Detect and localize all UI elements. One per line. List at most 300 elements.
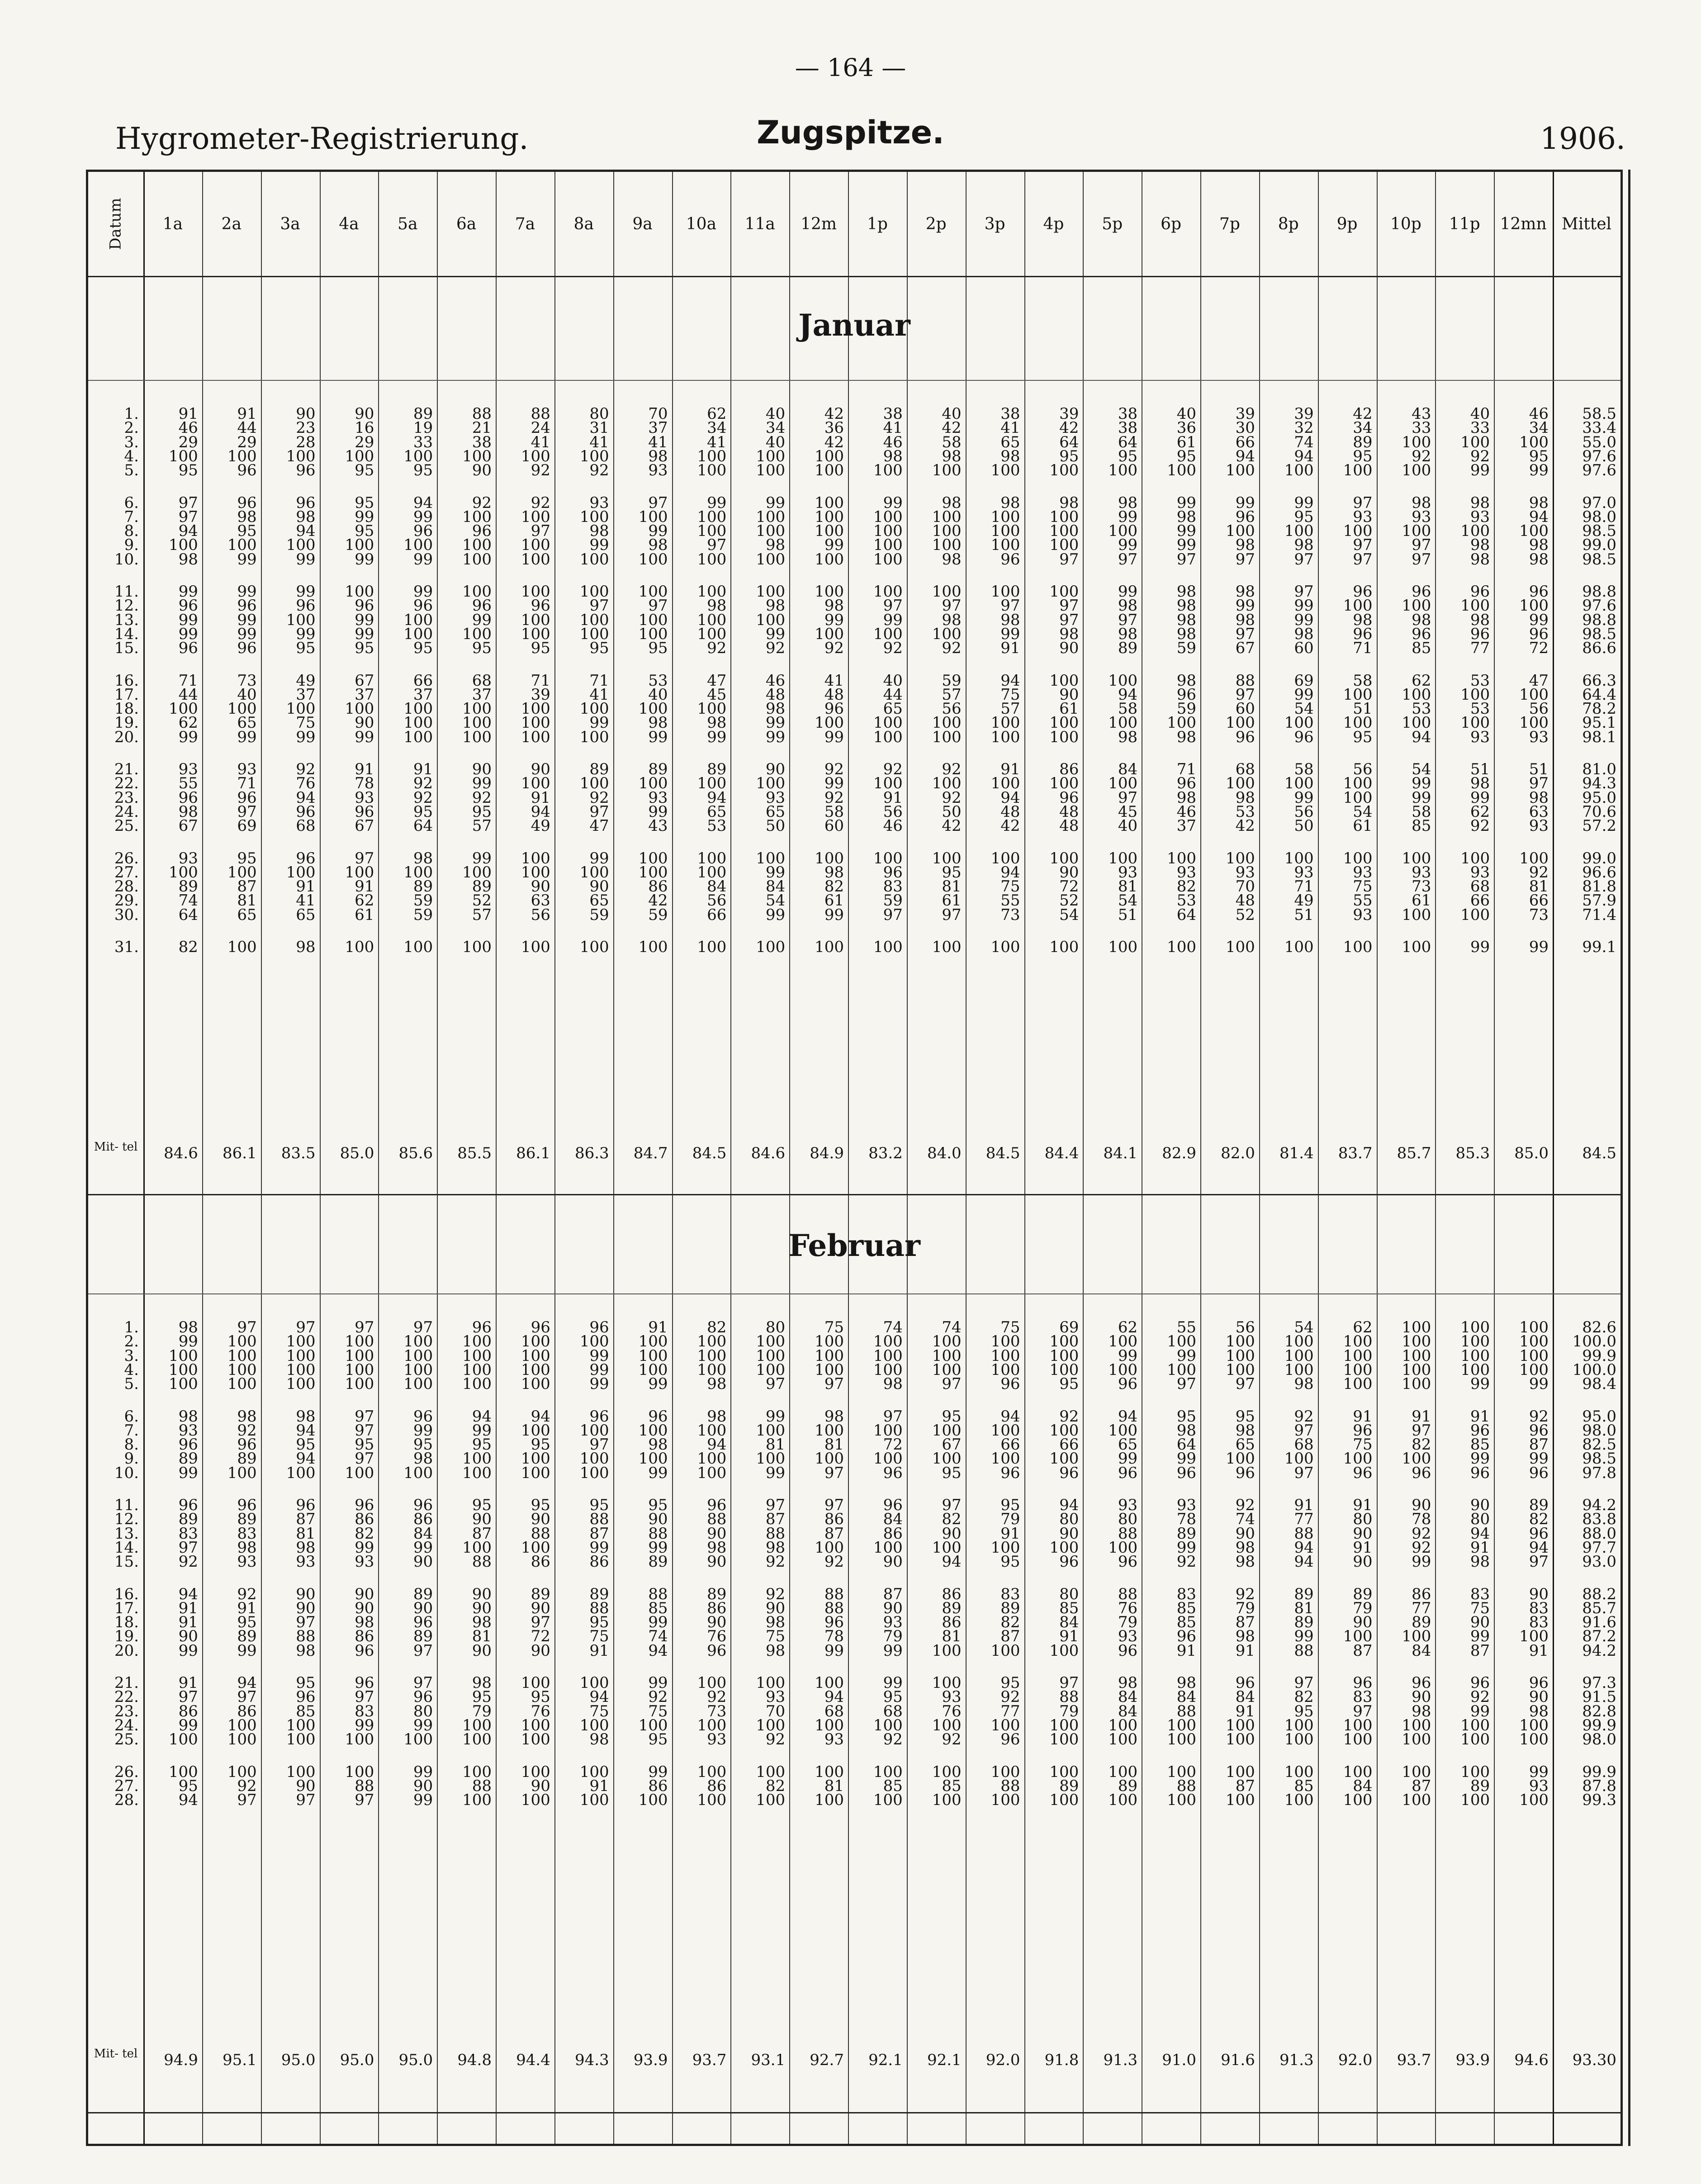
humidity-cell: 84	[1353, 1777, 1373, 1795]
humidity-cell: 89	[531, 1585, 550, 1603]
row-divider	[88, 1194, 1620, 1195]
humidity-cell: 100	[1049, 1360, 1079, 1379]
humidity-cell: 89	[1118, 1777, 1138, 1795]
day-label: 30.	[114, 905, 139, 924]
humidity-cell: 100	[932, 728, 962, 746]
humidity-cell: 100	[1049, 1450, 1079, 1468]
day-label: 7.	[124, 1421, 139, 1440]
daily-mean-cell: 91.5	[1582, 1688, 1616, 1706]
humidity-cell: 100	[521, 611, 550, 629]
humidity-cell: 75	[1470, 1599, 1490, 1617]
daily-mean-cell: 87.8	[1582, 1777, 1616, 1795]
humidity-cell: 96	[1529, 1464, 1549, 1482]
day-label: 17.	[114, 1599, 139, 1617]
humidity-cell: 98	[1235, 536, 1255, 554]
monthly-mean-cell: 91.8	[1044, 2051, 1079, 2069]
monthly-mean-cell: 85.0	[340, 1144, 374, 1162]
humidity-cell: 100	[1343, 1627, 1373, 1646]
humidity-cell: 100	[168, 1762, 198, 1781]
humidity-cell: 100	[345, 1332, 374, 1351]
humidity-cell: 46	[178, 419, 198, 437]
monthly-mean-cell: 92.7	[810, 2051, 844, 2069]
humidity-cell: 100	[168, 447, 198, 465]
humidity-cell: 100	[1225, 714, 1255, 732]
humidity-cell: 96	[1176, 1464, 1196, 1482]
humidity-cell: 100	[345, 583, 374, 601]
day-label: 21.	[114, 760, 139, 778]
humidity-cell: 100	[1519, 1716, 1549, 1734]
humidity-cell: 99	[355, 550, 374, 569]
humidity-cell: 93	[1118, 1627, 1138, 1646]
humidity-cell: 99	[1118, 507, 1138, 526]
humidity-cell: 97	[1059, 550, 1079, 569]
humidity-cell: 100	[1049, 849, 1079, 867]
day-label: 15.	[114, 1553, 139, 1571]
humidity-cell: 100	[815, 461, 844, 480]
humidity-cell: 100	[1049, 1762, 1079, 1781]
humidity-cell: 91	[1000, 760, 1020, 778]
humidity-cell: 100	[756, 1360, 786, 1379]
humidity-cell: 95	[413, 1435, 433, 1454]
humidity-cell: 100	[1402, 1791, 1431, 1810]
humidity-cell: 47	[707, 671, 727, 690]
monthly-mean-cell: 92.1	[927, 2051, 962, 2069]
humidity-cell: 96	[296, 1688, 316, 1706]
humidity-cell: 71	[1353, 639, 1373, 658]
humidity-cell: 93	[1470, 728, 1490, 746]
humidity-cell: 99	[1176, 1346, 1196, 1365]
humidity-cell: 95	[355, 639, 374, 658]
humidity-cell: 42	[1353, 405, 1373, 423]
humidity-cell: 94	[472, 1407, 492, 1426]
humidity-cell: 100	[638, 1332, 668, 1351]
humidity-cell: 91	[413, 760, 433, 778]
humidity-cell: 96	[1176, 774, 1196, 793]
humidity-cell: 100	[1167, 1716, 1196, 1734]
monthly-mean-cell: 86.3	[574, 1144, 609, 1162]
humidity-cell: 100	[579, 728, 609, 746]
humidity-cell: 100	[1108, 1538, 1138, 1557]
humidity-cell: 81	[1529, 877, 1549, 896]
humidity-cell: 95	[531, 1435, 550, 1454]
humidity-cell: 84	[1176, 1688, 1196, 1706]
humidity-cell: 100	[932, 1450, 962, 1468]
humidity-cell: 100	[1284, 1346, 1314, 1365]
humidity-cell: 99	[296, 625, 316, 643]
humidity-cell: 100	[697, 461, 727, 480]
humidity-cell: 64	[1118, 433, 1138, 451]
humidity-cell: 97	[1118, 611, 1138, 629]
humidity-cell: 94	[707, 1435, 727, 1454]
humidity-cell: 93	[1118, 863, 1138, 881]
humidity-cell: 100	[521, 1791, 550, 1810]
humidity-cell: 42	[942, 419, 962, 437]
humidity-cell: 87	[824, 1524, 844, 1543]
humidity-cell: 100	[756, 1716, 786, 1734]
humidity-cell: 98	[413, 1450, 433, 1468]
humidity-cell: 31	[589, 419, 609, 437]
humidity-cell: 52	[1059, 891, 1079, 910]
humidity-cell: 94	[1294, 1553, 1314, 1571]
humidity-cell: 100	[521, 1538, 550, 1557]
humidity-cell: 99	[648, 802, 668, 821]
humidity-cell: 100	[1049, 774, 1079, 793]
humidity-cell: 100	[756, 583, 786, 601]
humidity-cell: 100	[756, 1332, 786, 1351]
day-label: 25.	[114, 1730, 139, 1749]
day-label: 19.	[114, 1627, 139, 1646]
humidity-cell: 16	[355, 419, 374, 437]
humidity-cell: 99	[1529, 611, 1549, 629]
day-label: 5.	[124, 1375, 139, 1393]
humidity-cell: 74	[1235, 1510, 1255, 1529]
day-label: 27.	[114, 863, 139, 881]
humidity-cell: 95	[1059, 447, 1079, 465]
humidity-cell: 55	[1000, 891, 1020, 910]
humidity-cell: 96	[296, 1496, 316, 1514]
humidity-cell: 96	[648, 1407, 668, 1426]
humidity-cell: 100	[1108, 774, 1138, 793]
daily-mean-cell: 97.7	[1582, 1538, 1616, 1557]
humidity-cell: 90	[472, 760, 492, 778]
humidity-cell: 100	[1225, 1791, 1255, 1810]
monthly-mean-cell: 92.0	[986, 2051, 1020, 2069]
daily-mean-cell: 93.0	[1582, 1553, 1616, 1571]
humidity-cell: 100	[345, 1464, 374, 1482]
humidity-cell: 97	[1353, 1702, 1373, 1720]
humidity-cell: 100	[1108, 671, 1138, 690]
humidity-cell: 99	[472, 774, 492, 793]
daily-mean-cell: 99.0	[1582, 536, 1616, 554]
day-label: 4.	[124, 1360, 139, 1379]
humidity-cell: 98	[883, 447, 903, 465]
humidity-cell: 100	[1049, 1332, 1079, 1351]
humidity-cell: 98	[472, 1613, 492, 1632]
humidity-cell: 96	[296, 802, 316, 821]
humidity-cell: 98	[1118, 625, 1138, 643]
humidity-cell: 96	[472, 597, 492, 615]
humidity-cell: 58	[942, 433, 962, 451]
humidity-cell: 88	[1235, 671, 1255, 690]
humidity-cell: 100	[1343, 1450, 1373, 1468]
humidity-cell: 89	[237, 1510, 257, 1529]
humidity-cell: 93	[648, 461, 668, 480]
humidity-cell: 88	[1118, 1524, 1138, 1543]
humidity-cell: 100	[521, 1762, 550, 1781]
humidity-cell: 96	[413, 1407, 433, 1426]
column-header-hour: 10a	[686, 214, 717, 233]
humidity-cell: 100	[1284, 461, 1314, 480]
humidity-cell: 86	[237, 1702, 257, 1720]
humidity-cell: 100	[345, 1762, 374, 1781]
daily-mean-cell: 98.5	[1582, 550, 1616, 569]
humidity-cell: 100	[462, 728, 492, 746]
humidity-cell: 92	[942, 760, 962, 778]
humidity-cell: 91	[1529, 1641, 1549, 1660]
humidity-cell: 100	[815, 938, 844, 956]
humidity-cell: 55	[178, 774, 198, 793]
humidity-cell: 96	[355, 1496, 374, 1514]
humidity-cell: 68	[1294, 1435, 1314, 1454]
humidity-cell: 95	[589, 1613, 609, 1632]
humidity-cell: 89	[472, 877, 492, 896]
humidity-cell: 85	[296, 1702, 316, 1720]
humidity-cell: 34	[707, 419, 727, 437]
humidity-cell: 100	[286, 1375, 316, 1393]
humidity-cell: 51	[1529, 760, 1549, 778]
humidity-cell: 90	[765, 760, 786, 778]
monthly-mean-cell: 84.7	[633, 1144, 668, 1162]
humidity-cell: 99	[824, 611, 844, 629]
humidity-cell: 56	[1529, 700, 1549, 718]
humidity-cell: 36	[824, 419, 844, 437]
humidity-cell: 100	[697, 1346, 727, 1365]
humidity-cell: 93	[355, 1553, 374, 1571]
day-label: 18.	[114, 700, 139, 718]
humidity-cell: 100	[345, 447, 374, 465]
humidity-cell: 76	[942, 1702, 962, 1720]
humidity-cell: 43	[648, 817, 668, 835]
day-label: 1.	[124, 405, 139, 423]
humidity-cell: 100	[1343, 938, 1373, 956]
humidity-cell: 99	[1118, 1450, 1138, 1468]
day-label: 20.	[114, 1641, 139, 1660]
humidity-cell: 94	[178, 1791, 198, 1810]
humidity-cell: 100	[990, 1360, 1020, 1379]
humidity-cell: 100	[932, 536, 962, 554]
humidity-cell: 99	[824, 536, 844, 554]
humidity-cell: 100	[227, 1332, 257, 1351]
humidity-cell: 77	[1000, 1702, 1020, 1720]
humidity-cell: 99	[1529, 461, 1549, 480]
humidity-cell: 89	[413, 1585, 433, 1603]
humidity-cell: 97	[824, 1496, 844, 1514]
humidity-cell: 100	[286, 1716, 316, 1734]
humidity-cell: 100	[1108, 849, 1138, 867]
humidity-cell: 99	[355, 1716, 374, 1734]
humidity-cell: 100	[815, 1762, 844, 1781]
humidity-cell: 96	[883, 863, 903, 881]
humidity-cell: 100	[1284, 1791, 1314, 1810]
humidity-cell: 88	[531, 1524, 550, 1543]
humidity-cell: 97	[355, 849, 374, 867]
humidity-cell: 100	[990, 1791, 1020, 1810]
humidity-cell: 100	[403, 625, 433, 643]
humidity-cell: 99	[413, 1538, 433, 1557]
humidity-cell: 100	[638, 1450, 668, 1468]
humidity-cell: 93	[1412, 863, 1431, 881]
humidity-cell: 96	[1235, 1464, 1255, 1482]
humidity-cell: 53	[1176, 891, 1196, 910]
humidity-cell: 72	[1059, 877, 1079, 896]
humidity-cell: 82	[824, 877, 844, 896]
humidity-cell: 84	[707, 877, 727, 896]
humidity-cell: 96	[1412, 625, 1431, 643]
row-divider	[88, 276, 1620, 277]
humidity-cell: 84	[765, 877, 786, 896]
humidity-cell: 94	[824, 1688, 844, 1706]
humidity-cell: 34	[1353, 419, 1373, 437]
page-number: — 164 —	[795, 53, 906, 82]
humidity-cell: 96	[472, 522, 492, 540]
humidity-cell: 99	[1529, 1762, 1549, 1781]
humidity-cell: 41	[883, 419, 903, 437]
humidity-cell: 92	[765, 639, 786, 658]
monthly-mean-cell: 91.3	[1103, 2051, 1138, 2069]
humidity-cell: 100	[932, 1421, 962, 1440]
humidity-cell: 100	[756, 1674, 786, 1692]
humidity-cell: 100	[990, 1716, 1020, 1734]
humidity-cell: 84	[1118, 1702, 1138, 1720]
humidity-cell: 100	[286, 1762, 316, 1781]
humidity-cell: 89	[1412, 1613, 1431, 1632]
humidity-cell: 92	[413, 774, 433, 793]
humidity-cell: 100	[579, 1450, 609, 1468]
humidity-cell: 46	[1176, 802, 1196, 821]
humidity-cell: 37	[648, 419, 668, 437]
humidity-cell: 100	[873, 1332, 903, 1351]
humidity-cell: 98	[942, 493, 962, 512]
humidity-cell: 100	[168, 1375, 198, 1393]
humidity-cell: 83	[355, 1702, 374, 1720]
humidity-cell: 90	[472, 1641, 492, 1660]
humidity-cell: 98	[1176, 597, 1196, 615]
daily-mean-cell: 97.0	[1582, 493, 1616, 512]
humidity-cell: 96	[1529, 625, 1549, 643]
humidity-cell: 73	[1000, 905, 1020, 924]
humidity-cell: 91	[1000, 639, 1020, 658]
humidity-cell: 79	[883, 1627, 903, 1646]
humidity-cell: 44	[178, 685, 198, 704]
humidity-cell: 100	[815, 522, 844, 540]
humidity-cell: 95	[1294, 1702, 1314, 1720]
humidity-cell: 85	[1470, 1435, 1490, 1454]
humidity-cell: 100	[932, 1716, 962, 1734]
humidity-cell: 100	[638, 1346, 668, 1365]
humidity-cell: 80	[1118, 1510, 1138, 1529]
humidity-cell: 98	[1412, 493, 1431, 512]
humidity-cell: 100	[1049, 1346, 1079, 1365]
humidity-cell: 59	[1176, 639, 1196, 658]
humidity-cell: 69	[237, 817, 257, 835]
humidity-cell: 96	[1529, 583, 1549, 601]
humidity-cell: 79	[1000, 1510, 1020, 1529]
humidity-cell: 100	[521, 1332, 550, 1351]
humidity-cell: 98	[824, 1407, 844, 1426]
humidity-cell: 94	[1000, 1407, 1020, 1426]
humidity-cell: 90	[531, 1777, 550, 1795]
humidity-cell: 96	[1000, 1464, 1020, 1482]
humidity-cell: 98	[707, 714, 727, 732]
humidity-cell: 43	[1412, 405, 1431, 423]
humidity-cell: 100	[815, 1450, 844, 1468]
humidity-cell: 40	[883, 671, 903, 690]
humidity-cell: 100	[638, 1791, 668, 1810]
humidity-cell: 40	[765, 405, 786, 423]
day-label: 3.	[124, 433, 139, 451]
humidity-cell: 95	[413, 461, 433, 480]
humidity-cell: 96	[237, 597, 257, 615]
daily-mean-cell: 100.0	[1572, 1360, 1616, 1379]
humidity-cell: 100	[579, 1762, 609, 1781]
humidity-cell: 79	[472, 1702, 492, 1720]
humidity-cell: 97	[1294, 1421, 1314, 1440]
humidity-cell: 29	[178, 433, 198, 451]
humidity-cell: 98	[648, 536, 668, 554]
monthly-mean-cell: 95.0	[398, 2051, 433, 2069]
daily-mean-cell: 88.0	[1582, 1524, 1616, 1543]
humidity-cell: 88	[1176, 1777, 1196, 1795]
humidity-cell: 94	[413, 493, 433, 512]
humidity-cell: 68	[883, 1702, 903, 1720]
humidity-cell: 99	[355, 625, 374, 643]
humidity-cell: 98	[824, 863, 844, 881]
humidity-cell: 98	[296, 1538, 316, 1557]
humidity-cell: 93	[707, 1730, 727, 1749]
humidity-cell: 100	[1108, 1421, 1138, 1440]
humidity-cell: 100	[286, 536, 316, 554]
humidity-cell: 89	[648, 760, 668, 778]
mittel-row-label: Mit- tel	[94, 1140, 138, 1154]
humidity-cell: 90	[531, 1510, 550, 1529]
humidity-cell: 92	[824, 788, 844, 807]
humidity-cell: 99	[1000, 625, 1020, 643]
humidity-cell: 92	[1529, 1407, 1549, 1426]
daily-mean-cell: 33.4	[1582, 419, 1616, 437]
daily-mean-cell: 82.5	[1582, 1435, 1616, 1454]
humidity-cell: 100	[168, 536, 198, 554]
humidity-cell: 95	[883, 1688, 903, 1706]
humidity-cell: 100	[1460, 1791, 1490, 1810]
humidity-cell: 95	[178, 1777, 198, 1795]
humidity-cell: 100	[756, 1421, 786, 1440]
humidity-cell: 49	[296, 671, 316, 690]
humidity-cell: 100	[1343, 1346, 1373, 1365]
humidity-cell: 61	[355, 905, 374, 924]
humidity-cell: 97	[648, 597, 668, 615]
humidity-cell: 100	[462, 1346, 492, 1365]
humidity-cell: 80	[413, 1702, 433, 1720]
humidity-cell: 100	[1167, 1791, 1196, 1810]
humidity-cell: 97	[1529, 774, 1549, 793]
humidity-cell: 100	[286, 447, 316, 465]
humidity-cell: 100	[638, 1421, 668, 1440]
humidity-cell: 48	[1059, 802, 1079, 821]
humidity-cell: 100	[697, 774, 727, 793]
humidity-cell: 100	[521, 1346, 550, 1365]
humidity-cell: 96	[178, 788, 198, 807]
humidity-cell: 98	[178, 550, 198, 569]
humidity-cell: 100	[932, 1762, 962, 1781]
humidity-cell: 75	[1000, 877, 1020, 896]
daily-mean-cell: 97.6	[1582, 461, 1616, 480]
humidity-cell: 96	[1353, 1674, 1373, 1692]
humidity-cell: 98	[589, 1730, 609, 1749]
humidity-cell: 99	[765, 714, 786, 732]
humidity-cell: 99	[237, 611, 257, 629]
humidity-cell: 95	[355, 1435, 374, 1454]
humidity-cell: 92	[1412, 1538, 1431, 1557]
humidity-cell: 74	[1294, 433, 1314, 451]
humidity-cell: 100	[638, 583, 668, 601]
humidity-cell: 90	[472, 1599, 492, 1617]
humidity-cell: 98	[296, 507, 316, 526]
humidity-cell: 98	[1000, 447, 1020, 465]
humidity-cell: 94	[1000, 863, 1020, 881]
humidity-cell: 90	[1470, 1496, 1490, 1514]
day-label: 9.	[124, 536, 139, 554]
humidity-cell: 99	[883, 493, 903, 512]
